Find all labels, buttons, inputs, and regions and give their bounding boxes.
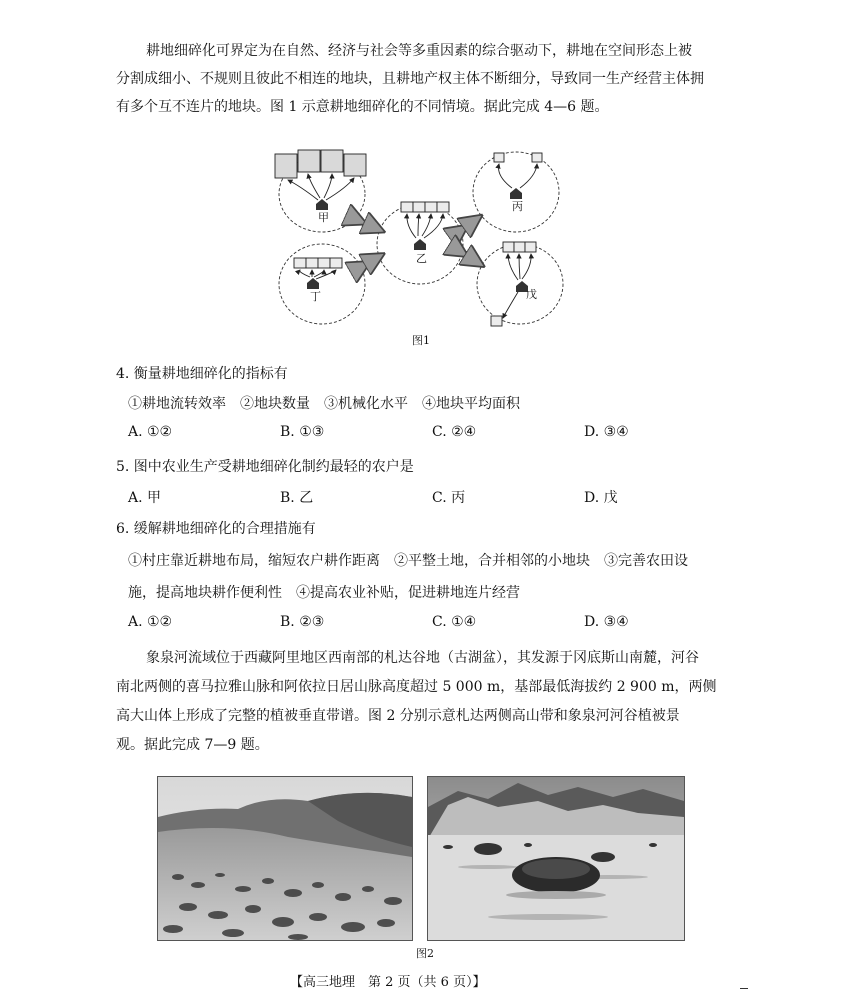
- circle-ding: [279, 244, 365, 324]
- page-footer: 【高三地理 第 2 页（共 6 页）】: [290, 975, 486, 990]
- question-6-option-a[interactable]: A. ①②: [128, 614, 173, 630]
- question-5-option-a[interactable]: A. 甲: [128, 490, 162, 506]
- question-5-option-c[interactable]: C. 丙: [432, 490, 466, 506]
- question-6-option-c[interactable]: C. ①④: [432, 614, 477, 630]
- photo-valley-vegetation: [427, 776, 685, 941]
- question-6-option-b[interactable]: B. ②③: [280, 614, 325, 630]
- question-6-option-d[interactable]: D. ③④: [584, 614, 629, 630]
- question-6-statements-line-2: 施，提高地块耕作便利性 ④提高农业补贴，促进耕地连片经营: [128, 585, 520, 601]
- figure-2-caption: 图2: [416, 947, 434, 960]
- question-5-option-b[interactable]: B. 乙: [280, 490, 314, 506]
- question-5-option-d[interactable]: D. 戊: [584, 490, 618, 506]
- passage-2-line-2: 南北两侧的喜马拉雅山脉和阿依拉日居山脉高度超过 5 000 m，基部最低海拔约 2 900 m，两侧: [116, 679, 717, 695]
- passage-2-line-1: 象泉河流域位于西藏阿里地区西南部的札达谷地（古湖盆），其发源于冈底斯山南麓，河谷: [146, 650, 699, 666]
- figure-1-diagram: [270, 146, 570, 331]
- label-wu: 戊: [526, 288, 537, 301]
- question-4-option-b[interactable]: B. ①③: [280, 424, 325, 440]
- passage-2-line-4: 观。据此完成 7—9 题。: [116, 737, 269, 753]
- passage-1-line-2: 分割成细小、不规则且彼此不相连的地块，且耕地产权主体不断细分，导致同一生产经营主体拥: [116, 71, 704, 87]
- question-4-option-c[interactable]: C. ②④: [432, 424, 477, 440]
- question-4-option-a[interactable]: A. ①②: [128, 424, 173, 440]
- label-jia: 甲: [318, 211, 329, 224]
- label-bing: 丙: [512, 200, 523, 213]
- passage-2-line-3: 高大山体上形成了完整的植被垂直带谱。图 2 分别示意札达两侧高山带和象泉河河谷植被景: [116, 708, 680, 724]
- question-6-stem: 6. 缓解耕地细碎化的合理措施有: [116, 521, 316, 537]
- question-6-statements-line-1: ①村庄靠近耕地布局，缩短农户耕作距离 ②平整土地，合并相邻的小地块 ③完善农田设: [128, 553, 688, 569]
- question-5-stem: 5. 图中农业生产受耕地细碎化制约最轻的农户是: [116, 459, 414, 475]
- label-yi: 乙: [416, 252, 427, 265]
- question-4-option-d[interactable]: D. ③④: [584, 424, 629, 440]
- passage-1-line-3: 有多个互不连片的地块。图 1 示意耕地细碎化的不同情境。据此完成 4—6 题。: [116, 99, 609, 115]
- passage-1-line-1: 耕地细碎化可界定为在自然、经济与社会等多重因素的综合驱动下，耕地在空间形态上被: [146, 43, 692, 59]
- question-4-statements: ①耕地流转效率 ②地块数量 ③机械化水平 ④地块平均面积: [128, 396, 520, 412]
- footer-dash: [740, 988, 748, 989]
- photo-alpine-vegetation: [157, 776, 413, 941]
- figure-1-caption: 图1: [412, 334, 430, 347]
- label-ding: 丁: [310, 290, 321, 303]
- question-4-stem: 4. 衡量耕地细碎化的指标有: [116, 366, 288, 382]
